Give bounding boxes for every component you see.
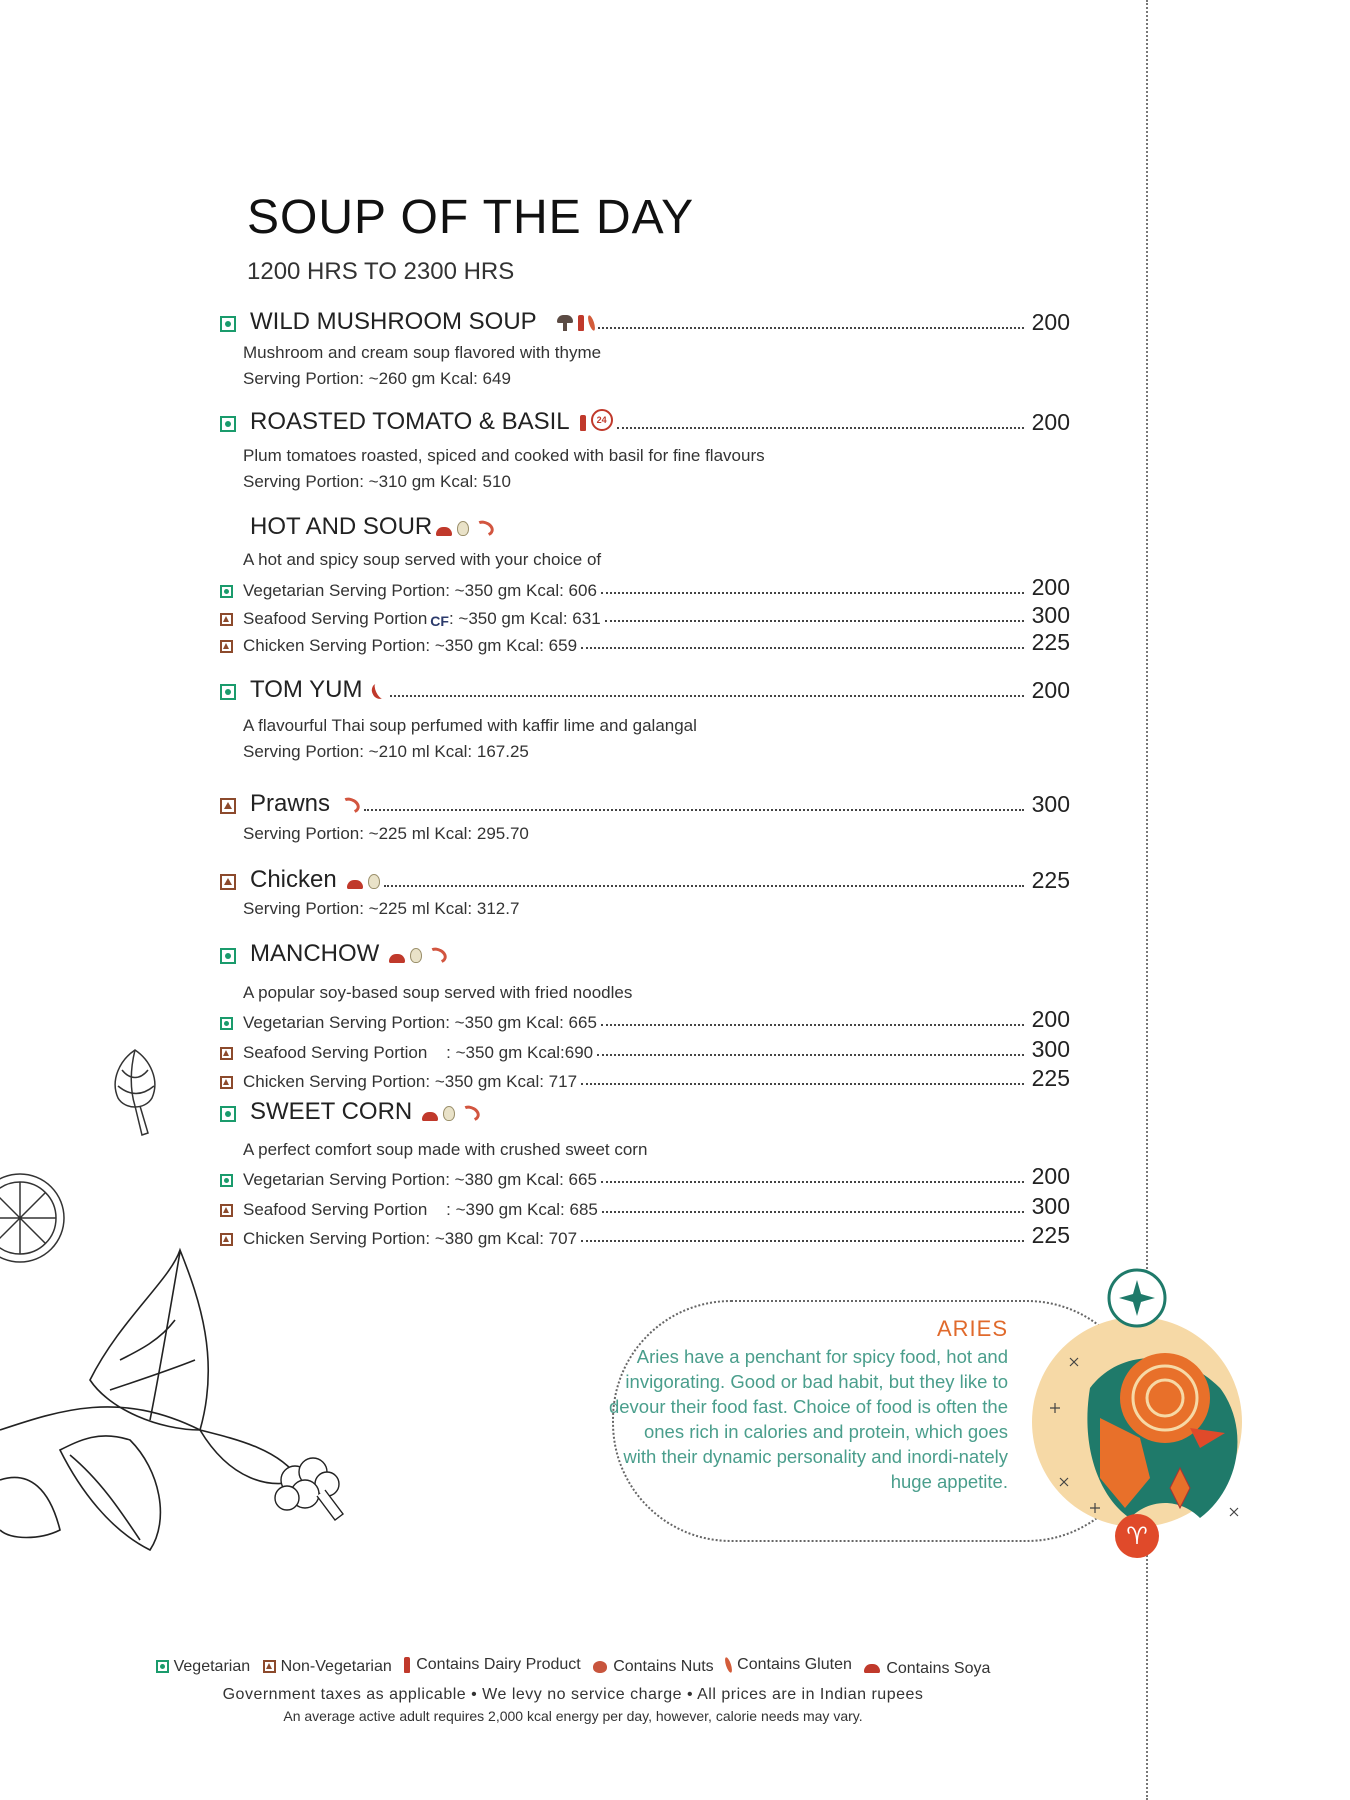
option-row-seafood	[220, 602, 1070, 629]
item-price: 225	[1031, 867, 1070, 893]
dairy-icon	[404, 1657, 410, 1673]
item-name: Prawns	[250, 790, 331, 817]
chilli-icon	[370, 681, 389, 701]
item-price: 200	[1031, 309, 1070, 335]
dot-leader	[601, 1024, 1024, 1026]
dot-leader	[390, 695, 1024, 697]
aries-title: ARIES	[936, 1316, 1008, 1341]
non-vegetarian-icon	[220, 1047, 233, 1060]
item-name: SWEET CORN	[250, 1098, 413, 1125]
legend	[0, 1656, 1146, 1678]
option-row-veg	[220, 574, 1070, 601]
option-label: Vegetarian Serving Portion: ~350 gm Kcal: 606	[243, 581, 597, 600]
non-vegetarian-icon	[220, 798, 236, 814]
option-row-veg	[220, 1006, 1070, 1033]
vegetarian-icon	[220, 948, 236, 964]
menu-item-roasted-tomato	[220, 408, 1070, 436]
option-label: Seafood Serving Portion : ~350 gm Kcal:690	[243, 1043, 594, 1062]
vegetarian-icon	[220, 416, 236, 432]
item-description: A perfect comfort soup made with crushed sweet corn	[243, 1140, 648, 1159]
option-price: 225	[1031, 1222, 1070, 1248]
option-label: Vegetarian Serving Portion: ~350 gm Kcal: 665	[243, 1013, 597, 1032]
item-name: WILD MUSHROOM SOUP	[250, 308, 537, 335]
svg-text:♈: ♈	[1126, 1522, 1148, 1550]
soya-icon	[347, 880, 363, 889]
item-portion: Serving Portion: ~225 ml Kcal: 295.70	[243, 824, 529, 843]
dot-leader	[601, 1181, 1024, 1183]
soya-icon	[422, 1112, 438, 1121]
non-vegetarian-icon	[220, 1233, 233, 1246]
item-portion: Serving Portion: ~260 gm Kcal: 649	[243, 369, 511, 388]
option-price: 225	[1031, 629, 1070, 655]
non-vegetarian-icon	[263, 1660, 276, 1673]
non-vegetarian-icon	[220, 613, 233, 626]
item-portion: Serving Portion: ~310 gm Kcal: 510	[243, 472, 511, 491]
vegetarian-icon	[220, 1174, 233, 1187]
dairy-icon	[578, 315, 584, 331]
dot-leader	[597, 1054, 1024, 1056]
egg-icon	[457, 521, 469, 536]
non-vegetarian-icon	[220, 640, 233, 653]
item-price: 300	[1031, 791, 1070, 817]
egg-icon	[410, 948, 422, 963]
soya-icon	[436, 527, 452, 536]
legend-nuts: Contains Nuts	[613, 1658, 714, 1675]
option-label: Chicken Serving Portion: ~380 gm Kcal: 707	[243, 1229, 578, 1248]
dairy-icon	[580, 415, 586, 431]
item-price: 200	[1031, 677, 1070, 703]
option-label: Seafood Serving Portion	[243, 609, 428, 628]
shrimp-icon	[338, 795, 362, 816]
option-price: 225	[1031, 1065, 1070, 1091]
dot-leader	[581, 647, 1024, 649]
shrimp-icon	[472, 518, 496, 539]
vegetarian-icon	[220, 585, 233, 598]
legend-soya: Contains Soya	[886, 1659, 991, 1677]
non-vegetarian-icon	[220, 1204, 233, 1217]
nuts-icon	[593, 1661, 607, 1673]
item-name: MANCHOW	[250, 940, 380, 967]
non-vegetarian-icon	[220, 874, 236, 890]
item-description: Plum tomatoes roasted, spiced and cooked with basil for fine flavours	[243, 446, 765, 465]
option-label-detail: : ~350 gm Kcal: 631	[448, 609, 601, 628]
vegetarian-icon	[156, 1660, 169, 1673]
twenty-four-hour-icon: 24	[591, 409, 613, 431]
option-price: 200	[1031, 574, 1070, 600]
artichoke-illustration	[100, 1040, 170, 1140]
option-label: Seafood Serving Portion : ~390 gm Kcal: 685	[243, 1200, 598, 1219]
option-price: 300	[1031, 602, 1070, 628]
option-row-seafood	[220, 1036, 1070, 1063]
legend-dairy: Contains Dairy Product	[416, 1656, 581, 1673]
dot-leader	[598, 327, 1024, 329]
legend-vegetarian: Vegetarian	[173, 1657, 251, 1675]
serving-hours: 1200 HRS TO 2300 HRS	[247, 258, 515, 285]
menu-item-sweet-corn	[220, 1098, 480, 1126]
menu-item-tom-yum-chicken	[220, 866, 1070, 894]
dot-leader	[364, 809, 1024, 811]
dot-leader	[602, 1211, 1024, 1213]
leafy-greens-illustration	[0, 1240, 310, 1560]
option-row-chicken	[220, 1222, 1070, 1249]
option-row-seafood	[220, 1193, 1070, 1220]
egg-icon	[368, 874, 380, 889]
menu-item-tom-yum	[220, 676, 1070, 704]
item-portion: Serving Portion: ~225 ml Kcal: 312.7	[243, 899, 520, 918]
dot-leader	[617, 427, 1024, 429]
soya-icon	[389, 954, 405, 963]
item-description: A popular soy-based soup served with fried noodles	[243, 983, 633, 1002]
dot-leader	[581, 1083, 1024, 1085]
shrimp-icon	[425, 945, 449, 966]
option-label: Vegetarian Serving Portion: ~380 gm Kcal: 665	[243, 1170, 597, 1189]
dot-leader	[384, 885, 1024, 887]
page-title: SOUP OF THE DAY	[247, 191, 695, 244]
egg-icon	[443, 1106, 455, 1121]
option-row-chicken	[220, 1065, 1070, 1092]
item-name: Chicken	[250, 866, 337, 893]
footer-calorie-note: An average active adult requires 2,000 kcal energy per day, however, calorie needs may vary.	[283, 1708, 863, 1724]
shrimp-icon	[458, 1103, 482, 1124]
option-price: 300	[1031, 1193, 1070, 1219]
item-price: 200	[1031, 409, 1070, 435]
option-price: 200	[1031, 1006, 1070, 1032]
item-name: HOT AND SOUR	[250, 513, 433, 540]
menu-item-manchow	[220, 940, 447, 968]
broccoli-illustration	[265, 1450, 355, 1530]
option-price: 300	[1031, 1036, 1070, 1062]
option-row-chicken	[220, 629, 1070, 656]
footer-taxes-note: Government taxes as applicable • We levy no service charge • All prices are in Indian rupees	[222, 1686, 924, 1703]
soya-icon	[864, 1664, 880, 1673]
vegetarian-icon	[220, 316, 236, 332]
item-description: A hot and spicy soup served with your choice of	[243, 550, 602, 569]
mushroom-icon	[557, 315, 573, 331]
aries-ram-illustration	[1030, 1268, 1260, 1558]
cf-badge: CF	[430, 613, 449, 629]
item-description: A flavourful Thai soup perfumed with kaffir lime and galangal	[243, 716, 697, 735]
dot-leader	[605, 620, 1024, 622]
gluten-icon	[586, 315, 596, 332]
non-vegetarian-icon	[220, 1076, 233, 1089]
vegetarian-icon	[220, 684, 236, 700]
aries-description: Aries have a penchant for spicy food, hot and invigorating. Good or bad habit, but they like to devour their food fast. Choice of food is often the ones rich in calories and protein, which goes with their dynamic personality and inordi-nately huge appetite.	[608, 1346, 1008, 1492]
option-label: Chicken Serving Portion: ~350 gm Kcal: 659	[243, 636, 578, 655]
gluten-icon	[724, 1657, 734, 1674]
item-description: Mushroom and cream soup flavored with thyme	[243, 343, 602, 362]
item-name: ROASTED TOMATO & BASIL	[250, 408, 570, 435]
menu-item-wild-mushroom	[220, 308, 1070, 336]
legend-gluten: Contains Gluten	[737, 1656, 852, 1673]
menu-item-tom-yum-prawns	[220, 790, 1070, 818]
option-label: Chicken Serving Portion: ~350 gm Kcal: 717	[243, 1072, 578, 1091]
item-portion: Serving Portion: ~210 ml Kcal: 167.25	[243, 742, 529, 761]
dot-leader	[601, 592, 1024, 594]
menu-item-hot-and-sour	[220, 513, 494, 541]
legend-non-vegetarian: Non-Vegetarian	[280, 1657, 392, 1675]
dot-leader	[581, 1240, 1024, 1242]
option-row-veg	[220, 1163, 1070, 1190]
option-price: 200	[1031, 1163, 1070, 1189]
item-name: TOM YUM	[250, 676, 363, 703]
vegetarian-icon	[220, 1106, 236, 1122]
vegetarian-icon	[220, 1017, 233, 1030]
